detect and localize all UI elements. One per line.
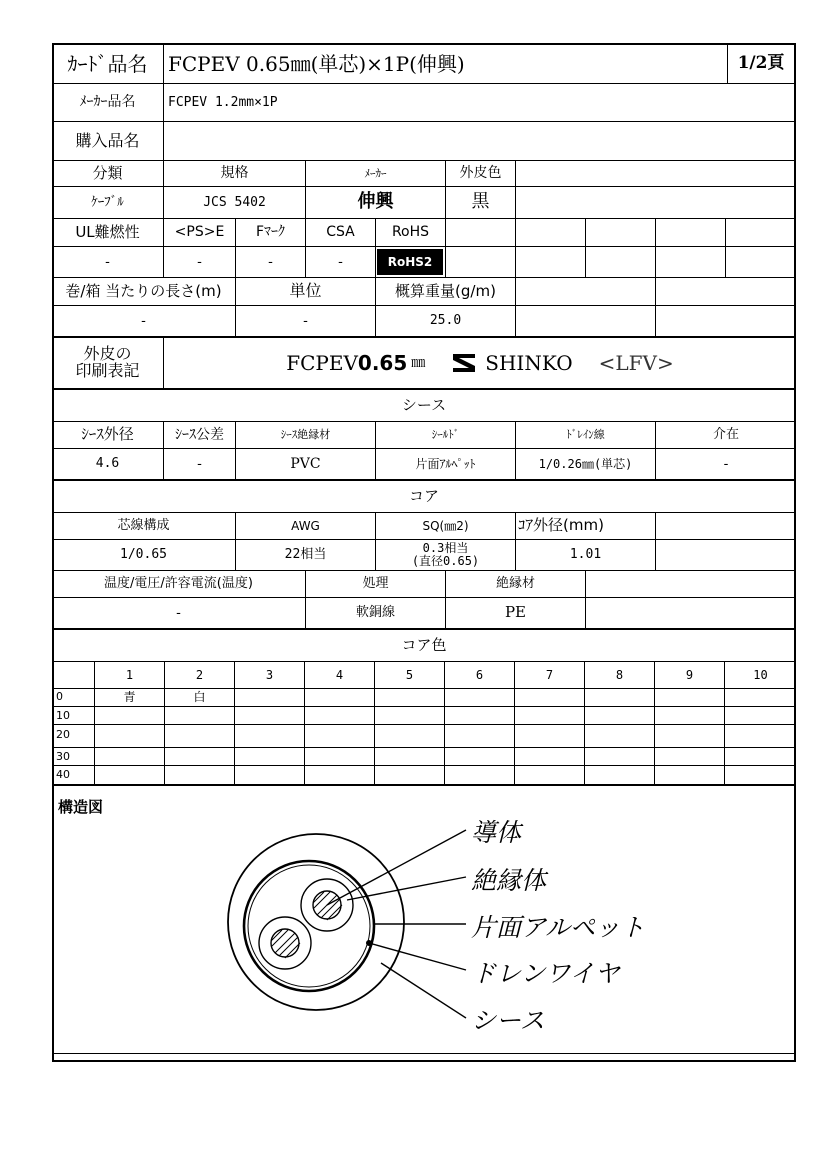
sheath-value-od: 4.6 (95, 456, 120, 472)
sheath-header-shield: ｼｰﾙﾄﾞ (431, 428, 460, 442)
core-color-row-10: 10 (56, 709, 70, 722)
print-label-line1: 外皮の (83, 344, 132, 364)
standards-header-pse: <PS>E (174, 224, 225, 241)
standards-header-csa: CSA (326, 224, 355, 241)
print-text-prefix: FCPEV (286, 350, 358, 375)
standards-value-ul: - (105, 253, 110, 270)
core-color-row-40: 40 (56, 768, 70, 781)
sheath-header-material: ｼｰｽ絶縁材 (280, 428, 331, 442)
sheath-header-tolerance: ｼｰｽ公差 (175, 426, 224, 443)
core-color-col-10: 10 (753, 667, 768, 682)
rohs2-badge: RoHS2 (377, 249, 443, 275)
purchase-name-value (164, 122, 724, 160)
core-value-awg: 22相当 (284, 547, 327, 563)
core-value-sq-main: 0.3相当 (422, 541, 469, 556)
core-header-awg: AWG (291, 518, 320, 533)
classification-header-category: 分類 (92, 163, 123, 182)
core-value-sq-diameter: (直径0.65) (411, 554, 480, 568)
label-conductor: 導体 (471, 818, 522, 847)
page-number: 1/2頁 (737, 53, 785, 74)
sheath-value-shield: 片面ｱﾙﾍﾟｯﾄ (415, 456, 476, 471)
card-name-label: ｶｰﾄﾞ品名 (67, 51, 148, 76)
core-header-conductor: 芯線構成 (117, 518, 170, 534)
sheath-value-filler: - (723, 455, 729, 472)
print-text-unit: ㎜ (411, 354, 426, 371)
print-label (52, 338, 163, 388)
temp-header-rating: 温度/電圧/許容電流(温度) (104, 576, 253, 592)
print-text (164, 338, 796, 388)
sheath-value-tolerance: - (197, 455, 202, 472)
core-value-sq (376, 540, 515, 570)
length-value-per-reel: - (141, 312, 146, 329)
classification-value-category: ｹｰﾌﾞﾙ (91, 194, 124, 210)
label-shield: 片面アルペット (471, 913, 646, 942)
core-color-col-9: 9 (685, 667, 694, 682)
print-suffix: <LFV> (598, 350, 674, 375)
classification-header-standard: 規格 (220, 165, 249, 182)
label-drain-wire: ドレンワイヤ (471, 959, 620, 988)
core-color-col-1: 1 (125, 667, 134, 682)
core-color-col-2: 2 (195, 667, 204, 682)
core-value-od: 1.01 (569, 547, 602, 563)
maker-name-value: FCPEV 1.2mm×1P (168, 94, 278, 110)
core-color-cell-0-1: 青 (123, 690, 136, 705)
core-color-row-20: 20 (56, 728, 70, 741)
temp-value-rating: - (176, 604, 181, 621)
temp-header-insulation: 絶縁材 (495, 576, 535, 592)
purchase-name-label: 購入品名 (75, 130, 140, 150)
core-title: コア (408, 486, 439, 505)
temp-header-treatment: 処理 (362, 576, 389, 592)
structure-title: 構造図 (58, 798, 104, 817)
standards-header-rohs: RoHS (391, 224, 430, 241)
core-color-col-5: 5 (405, 667, 414, 682)
core-color-title: コア色 (401, 635, 447, 654)
core-color-col-3: 3 (265, 667, 274, 682)
sheath-value-drain: 1/0.26㎜(単芯) (538, 456, 633, 471)
standards-value-csa: - (338, 253, 343, 270)
length-value-unit: - (303, 312, 308, 329)
classification-value-maker: 伸興 (357, 191, 394, 213)
length-value-weight: 25.0 (429, 313, 462, 329)
classification-value-standard: JCS 5402 (203, 194, 266, 210)
core-header-sq: SQ(㎜2) (422, 518, 469, 533)
temp-value-treatment: 軟銅線 (355, 605, 395, 621)
classification-header-color: 外皮色 (459, 165, 502, 182)
length-header-unit: 単位 (289, 281, 322, 301)
core-color-col-8: 8 (615, 667, 624, 682)
print-label-line2: 印刷表記 (75, 361, 140, 380)
print-text-size: 0.65 (357, 350, 408, 375)
standards-value-pse: - (197, 253, 202, 270)
label-sheath: シース (471, 1006, 545, 1035)
classification-value-color: 黒 (471, 191, 490, 213)
standards-header-ul: UL難燃性 (75, 222, 140, 241)
core-color-cell-0-2: 白 (193, 690, 206, 705)
print-brand: SHINKO (485, 350, 573, 375)
core-value-conductor: 1/0.65 (120, 547, 167, 563)
core-header-od: ｺｱ外径(mm) (518, 516, 604, 535)
standards-header-f-mark: Fﾏｰｸ (255, 224, 286, 241)
length-header-per-reel: 巻/箱 当たりの長さ(m) (65, 281, 222, 300)
label-insulation: 絶縁体 (471, 866, 547, 895)
core-color-col-6: 6 (475, 667, 484, 682)
core-color-row-0: 0 (56, 690, 63, 703)
sheath-title: シース (401, 395, 447, 414)
length-header-weight: 概算重量(g/m) (395, 281, 496, 300)
temp-value-insulation: PE (504, 603, 527, 622)
standards-value-f-mark: - (268, 253, 273, 270)
card-name-value: FCPEV 0.65㎜(単芯)×1P(伸興) (168, 51, 465, 76)
core-color-row-30: 30 (56, 750, 70, 763)
sheath-header-od: ｼｰｽ外径 (81, 425, 134, 444)
sheath-header-filler: 介在 (712, 427, 739, 443)
shinko-logo-icon (451, 352, 477, 374)
sheath-value-material: PVC (290, 455, 321, 472)
sheath-header-drain: ﾄﾞﾚｲﾝ線 (566, 428, 605, 442)
core-color-col-7: 7 (545, 667, 554, 682)
core-color-col-4: 4 (335, 667, 344, 682)
maker-name-label: ﾒｰｶｰ品名 (79, 94, 136, 111)
classification-header-maker: ﾒｰｶｰ (364, 166, 387, 180)
